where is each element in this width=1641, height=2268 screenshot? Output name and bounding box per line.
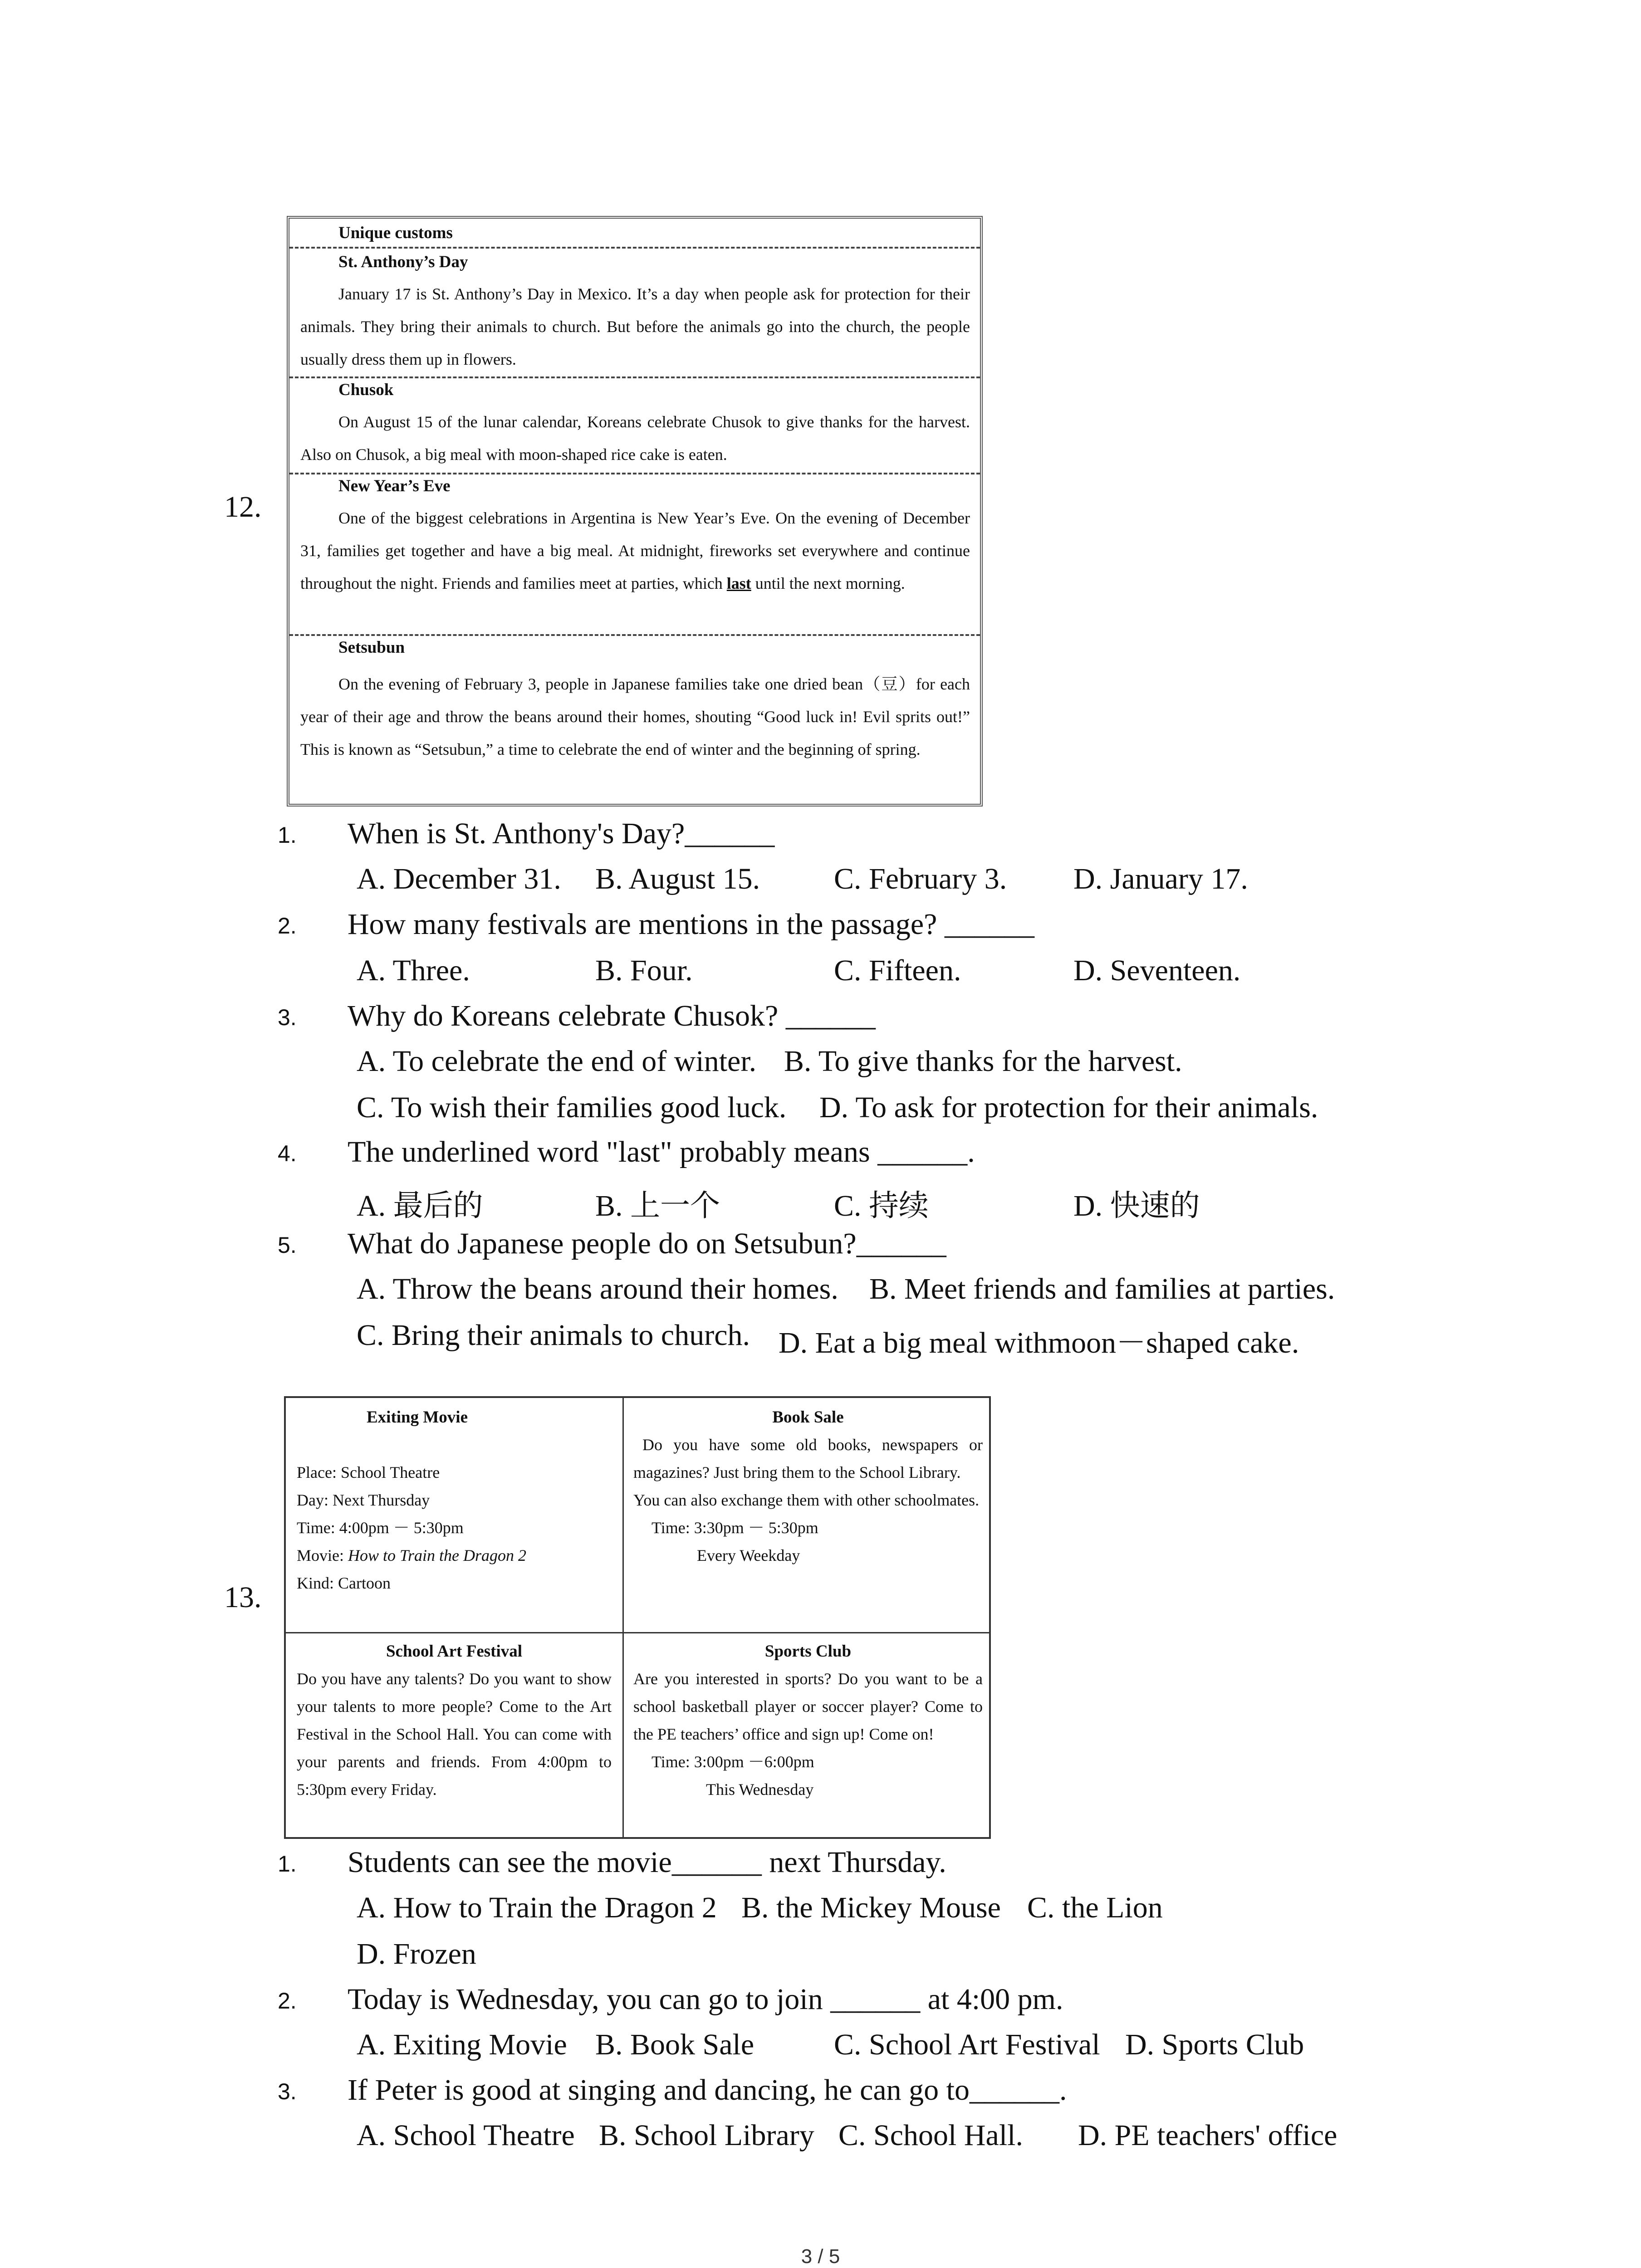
subquestion-stem: If Peter is good at singing and dancing, he can go to______. <box>348 2073 1067 2107</box>
option-c: C. Fifteen. <box>834 954 961 987</box>
cell-title: Exiting Movie <box>367 1408 468 1427</box>
option-c: C. 持续 <box>834 1189 929 1222</box>
movie-time: Time: 4:00pm － 5:30pm <box>297 1519 464 1537</box>
option-c: C. To wish their families good luck. <box>357 1091 787 1124</box>
section-text-setsubun: On the evening of February 3, people in Japanese families take one dried bean（豆）for each year of their age and throw the beans around their homes, shouting “Good luck in! Evil sprits out!” This is known as “Setsubun,” a time to celebrate the end of winter and the beginning of spring. <box>300 675 970 758</box>
subquestion-stem: What do Japanese people do on Setsubun?______ <box>348 1227 946 1260</box>
passage-box <box>287 216 983 807</box>
option-c: C. February 3. <box>834 862 1007 895</box>
page-number: 3 / 5 <box>801 2245 840 2268</box>
option-d: D. January 17. <box>1073 862 1248 895</box>
grid-divider <box>286 1632 989 1633</box>
option-a: A. To celebrate the end of winter. <box>357 1045 757 1078</box>
question-13-number: 13. <box>224 1581 262 1614</box>
cell-title: School Art Festival <box>386 1642 523 1661</box>
cell-exiting-movie <box>297 1403 612 1597</box>
option-a: A. 最后的 <box>357 1189 483 1222</box>
subquestion-number: 3. <box>278 2079 297 2104</box>
option-d: D. Frozen <box>357 1937 476 1970</box>
cell-sports-club <box>633 1637 987 1804</box>
option-d: D. To ask for protection for their animals. <box>819 1091 1318 1124</box>
section-text-chusok: On August 15 of the lunar calendar, Koreans celebrate Chusok to give thanks for the harvest. Also on Chusok, a big meal with moon-shaped rice cake is eaten. <box>300 413 970 464</box>
subquestion-number: 4. <box>278 1141 297 1166</box>
option-c: C. School Art Festival <box>834 2028 1100 2061</box>
book-sale-text-2: You can also exchange them with other schoolmates. <box>633 1491 980 1509</box>
divider <box>289 376 980 378</box>
subquestion-number: 1. <box>278 822 297 848</box>
subquestion-stem: When is St. Anthony's Day?______ <box>348 817 775 850</box>
movie-day: Day: Next Thursday <box>297 1491 430 1509</box>
subquestion-number: 2. <box>278 1988 297 2014</box>
option-d: D. Eat a big meal withmoon－shaped cake. <box>779 1326 1299 1359</box>
option-b: B. School Library <box>599 2119 814 2152</box>
option-a: A. Exiting Movie <box>357 2028 567 2061</box>
option-b: B. Book Sale <box>595 2028 754 2061</box>
option-d: D. Sports Club <box>1125 2028 1304 2061</box>
art-festival-text: Do you have any talents? Do you want to show your talents to more people? Come to the Art Festival in the School Hall. You can come with your parents and friends. From 4:00pm to 5:30pm every Friday. <box>297 1670 616 1799</box>
option-b: B. August 15. <box>595 862 760 895</box>
section-heading-chusok: Chusok <box>338 381 394 399</box>
movie-kind: Kind: Cartoon <box>297 1574 391 1592</box>
grid-divider <box>622 1398 624 1837</box>
sports-club-when: This Wednesday <box>706 1780 814 1799</box>
movie-name: Movie: How to Train the Dragon 2 <box>297 1546 527 1564</box>
subquestion-stem: Students can see the movie______ next Thursday. <box>348 1846 946 1879</box>
section-text-new-years-eve: One of the biggest celebrations in Argentina is New Year’s Eve. On the evening of December 31, families get together and have a big meal. At midnight, fireworks set everywhere and continue throughout the night. Friends and families meet at parties, which last until the next morning. <box>300 509 970 592</box>
sports-club-text: Are you interested in sports? Do you want to be a school basketball player or soccer player? Come to the PE teachers’ office and sign up! Come on! <box>633 1670 987 1743</box>
option-b: B. 上一个 <box>595 1189 720 1222</box>
option-c: C. Bring their animals to church. <box>357 1319 750 1352</box>
option-b: B. Meet friends and families at parties. <box>869 1272 1335 1305</box>
section-heading-st-anthony: St. Anthony’s Day <box>338 253 468 271</box>
book-sale-text: Do you have some old books, newspapers or magazines? Just bring them to the School Library. <box>633 1436 987 1481</box>
subquestion-stem: Why do Koreans celebrate Chusok? ______ <box>348 999 876 1032</box>
option-d: D. Seventeen. <box>1073 954 1241 987</box>
option-c: C. the Lion <box>1027 1891 1163 1924</box>
book-sale-when: Every Weekday <box>697 1546 800 1564</box>
section-text-st-anthony: January 17 is St. Anthony’s Day in Mexico. It’s a day when people ask for protection for their animals. They bring their animals to church. But before the animals go into the church, the people usually dress them up in flowers. <box>300 285 970 368</box>
divider <box>289 634 980 636</box>
cell-title: Book Sale <box>772 1408 844 1427</box>
option-a: A. How to Train the Dragon 2 <box>357 1891 717 1924</box>
underlined-word: last <box>726 574 751 592</box>
cell-book-sale <box>633 1403 987 1569</box>
subquestion-number: 3. <box>278 1005 297 1030</box>
option-a: A. Throw the beans around their homes. <box>357 1272 838 1305</box>
option-d: D. PE teachers' office <box>1078 2119 1337 2152</box>
section-heading-setsubun: Setsubun <box>338 638 405 657</box>
subquestion-number: 2. <box>278 913 297 938</box>
divider <box>289 247 980 249</box>
notice-grid <box>284 1396 991 1839</box>
option-b: B. the Mickey Mouse <box>741 1891 1001 1924</box>
option-b: B. To give thanks for the harvest. <box>784 1045 1182 1078</box>
subquestion-number: 1. <box>278 1851 297 1877</box>
sports-club-time: Time: 3:00pm －6:00pm <box>652 1753 814 1771</box>
option-a: A. School Theatre <box>357 2119 575 2152</box>
subquestion-stem: The underlined word "last" probably means ______. <box>348 1135 975 1168</box>
option-b: B. Four. <box>595 954 693 987</box>
option-c: C. School Hall. <box>838 2119 1023 2152</box>
movie-place: Place: School Theatre <box>297 1463 440 1481</box>
option-a: A. December 31. <box>357 862 561 895</box>
subquestion-number: 5. <box>278 1232 297 1258</box>
divider <box>289 473 980 474</box>
passage-title: Unique customs <box>338 224 453 242</box>
subquestion-stem: How many festivals are mentions in the passage? ______ <box>348 908 1034 941</box>
section-heading-new-years-eve: New Year’s Eve <box>338 477 451 495</box>
option-d: D. 快速的 <box>1073 1189 1200 1222</box>
subquestion-stem: Today is Wednesday, you can go to join ______ at 4:00 pm. <box>348 1983 1063 2016</box>
book-sale-time: Time: 3:30pm － 5:30pm <box>652 1519 818 1537</box>
cell-school-art-festival <box>297 1637 616 1804</box>
option-a: A. Three. <box>357 954 470 987</box>
question-12-number: 12. <box>224 490 262 523</box>
cell-title: Sports Club <box>764 1642 852 1661</box>
